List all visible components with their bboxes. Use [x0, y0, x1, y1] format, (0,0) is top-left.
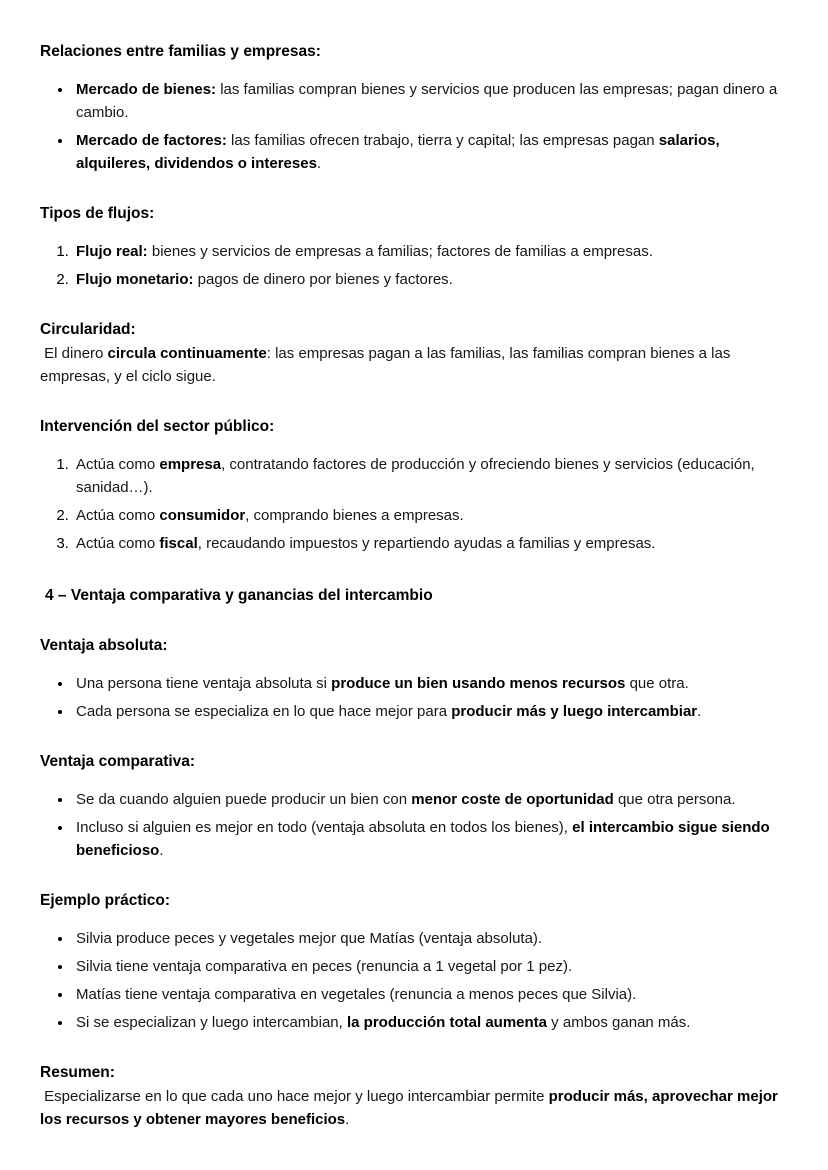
numbered-list-intervencion	[40, 453, 790, 555]
section-heading-intervencion: Intervención del sector público:	[40, 418, 275, 435]
section-heading-flujos: Tipos de flujos:	[40, 205, 155, 222]
list-item: • Una persona tiene ventaja absoluta si produce un bien usando menos recursos que otra.	[73, 672, 790, 695]
list-item: 2. Flujo monetario: pagos de dinero por bienes y factores.	[73, 268, 790, 291]
bullet-list-ventaja-comparativa	[40, 788, 790, 862]
list-item: • Silvia tiene ventaja comparativa en peces (renuncia a 1 vegetal por 1 pez).	[73, 955, 790, 978]
section-heading-circularidad: Circularidad:	[40, 321, 136, 338]
section-heading-ejemplo: Ejemplo práctico:	[40, 892, 171, 909]
list-item: • Silvia produce peces y vegetales mejor que Matías (ventaja absoluta).	[73, 927, 790, 950]
list-item: • Mercado de bienes: las familias compran bienes y servicios que producen las empresas; pagan dinero a cambio.	[73, 78, 790, 124]
chapter-title-ventaja-comparativa: 4 – Ventaja comparativa y ganancias del intercambio	[45, 587, 433, 604]
list-item: • Cada persona se especializa en lo que hace mejor para producir más y luego intercambiar.	[73, 700, 790, 723]
section-heading-resumen: Resumen:	[40, 1064, 115, 1081]
bullet-list-ventaja-absoluta	[40, 672, 790, 723]
list-item: • Mercado de factores: las familias ofrecen trabajo, tierra y capital; las empresas pagan salarios, alquileres, dividendos o intereses.	[73, 129, 790, 175]
list-item: • Se da cuando alguien puede producir un bien con menor coste de oportunidad que otra persona.	[73, 788, 790, 811]
section-heading-ventaja-comparativa: Ventaja comparativa:	[40, 753, 196, 770]
list-item: 1. Actúa como empresa, contratando factores de producción y ofreciendo bienes y servicios (educación, sanidad…).	[73, 453, 790, 499]
section-heading-relaciones: Relaciones entre familias y empresas:	[40, 43, 321, 60]
list-item: • Si se especializan y luego intercambian, la producción total aumenta y ambos ganan más.	[73, 1011, 790, 1034]
paragraph-resumen: Especializarse en lo que cada uno hace mejor y luego intercambiar permite producir más, aprovechar mejor los recursos y obtener mayores beneficios.	[40, 1088, 783, 1128]
list-item: • Incluso si alguien es mejor en todo (ventaja absoluta en todos los bienes), el intercambio sigue siendo beneficioso.	[73, 816, 790, 862]
bullet-list-ejemplo	[40, 927, 790, 1034]
paragraph-circularidad: El dinero circula continuamente: las empresas pagan a las familias, las familias compran bienes a las empresas, y el ciclo sigue.	[40, 345, 735, 385]
list-item: • Matías tiene ventaja comparativa en vegetales (renuncia a menos peces que Silvia).	[73, 983, 790, 1006]
list-item: 3. Actúa como fiscal, recaudando impuestos y repartiendo ayudas a familias y empresas.	[73, 532, 790, 555]
list-item: 2. Actúa como consumidor, comprando bienes a empresas.	[73, 504, 790, 527]
bullet-list-relaciones	[40, 78, 790, 175]
numbered-list-flujos	[40, 240, 790, 291]
list-item: 1. Flujo real: bienes y servicios de empresas a familias; factores de familias a empresas.	[73, 240, 790, 263]
section-heading-ventaja-absoluta: Ventaja absoluta:	[40, 637, 168, 654]
